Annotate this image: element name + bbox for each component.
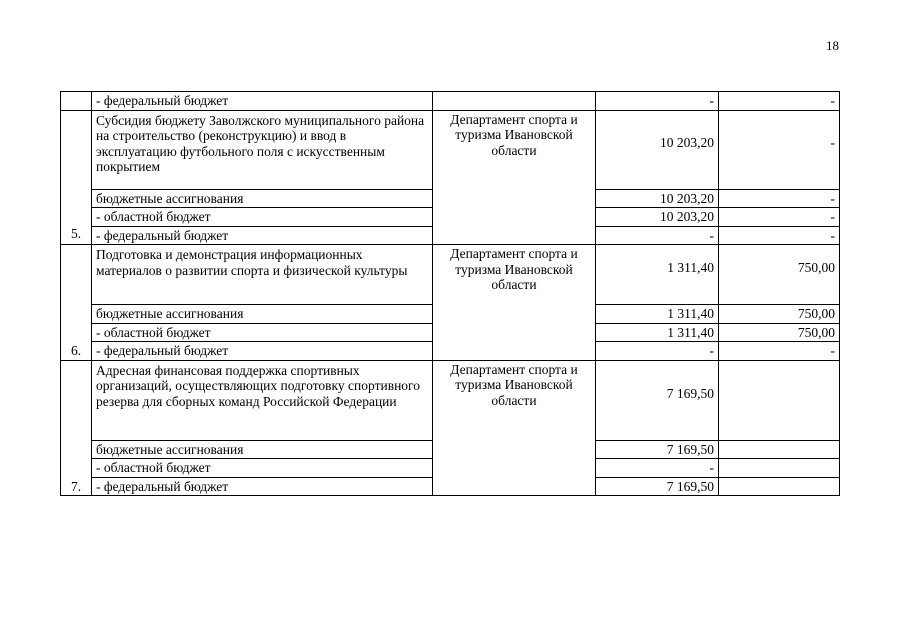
value-2022: 10 203,20: [596, 110, 719, 189]
value-2022: 7 169,50: [596, 440, 719, 459]
value-2023: -: [719, 110, 840, 189]
row-name: бюджетные ассигнования: [92, 305, 433, 324]
item-name: Подготовка и демонстрация информационных материалов о развитии спорта и физической культуры: [92, 245, 433, 305]
row-name: - федеральный бюджет: [92, 342, 433, 361]
row-name: бюджетные ассигнования: [92, 189, 433, 208]
value-2023: -: [719, 208, 840, 227]
item-name: Адресная финансовая поддержка спортивных организаций, осуществляющих подготовку спортивного резерва для сборных команд Российской Федерации: [92, 360, 433, 440]
value-2022: 7 169,50: [596, 360, 719, 440]
value-2023: -: [719, 342, 840, 361]
table-row: [61, 245, 840, 305]
department-cell: [433, 92, 596, 111]
table-row: [61, 360, 840, 440]
row-name: - федеральный бюджет: [92, 477, 433, 496]
row-name: - областной бюджет: [92, 323, 433, 342]
value-2023: [719, 477, 840, 496]
item-number: 6.: [61, 245, 92, 361]
value-2022: -: [596, 459, 719, 478]
value-2023: [719, 459, 840, 478]
row-name: - федеральный бюджет: [92, 92, 433, 111]
value-2023: 750,00: [719, 323, 840, 342]
value-2022: 7 169,50: [596, 477, 719, 496]
value-2023: -: [719, 226, 840, 245]
value-2022: 10 203,20: [596, 208, 719, 227]
number-cell: [61, 92, 92, 111]
value-2022: 1 311,40: [596, 305, 719, 324]
table-row: [61, 110, 840, 189]
value-2023: [719, 440, 840, 459]
value-2023: 750,00: [719, 305, 840, 324]
item-name: Субсидия бюджету Заволжского муниципального района на строительство (реконструкцию) и ввод в эксплуатацию футбольного поля с искусственным покрытием: [92, 110, 433, 189]
page-number: 18: [826, 38, 839, 53]
item-number: 5.: [61, 110, 92, 245]
value-2022: -: [596, 226, 719, 245]
value-2023: -: [719, 92, 840, 111]
item-number: 7.: [61, 360, 92, 496]
row-name: - областной бюджет: [92, 459, 433, 478]
value-2023: [719, 360, 840, 440]
department-name: Департамент спорта и туризма Ивановской области: [433, 110, 596, 245]
value-2022: 10 203,20: [596, 189, 719, 208]
table-row: [61, 92, 840, 111]
value-2023: 750,00: [719, 245, 840, 305]
row-name: - областной бюджет: [92, 208, 433, 227]
value-2022: 1 311,40: [596, 245, 719, 305]
department-name: Департамент спорта и туризма Ивановской области: [433, 360, 596, 496]
budget-table: [60, 91, 840, 496]
value-2022: -: [596, 92, 719, 111]
value-2023: -: [719, 189, 840, 208]
row-name: бюджетные ассигнования: [92, 440, 433, 459]
department-name: Департамент спорта и туризма Ивановской области: [433, 245, 596, 361]
row-name: - федеральный бюджет: [92, 226, 433, 245]
value-2022: -: [596, 342, 719, 361]
value-2022: 1 311,40: [596, 323, 719, 342]
